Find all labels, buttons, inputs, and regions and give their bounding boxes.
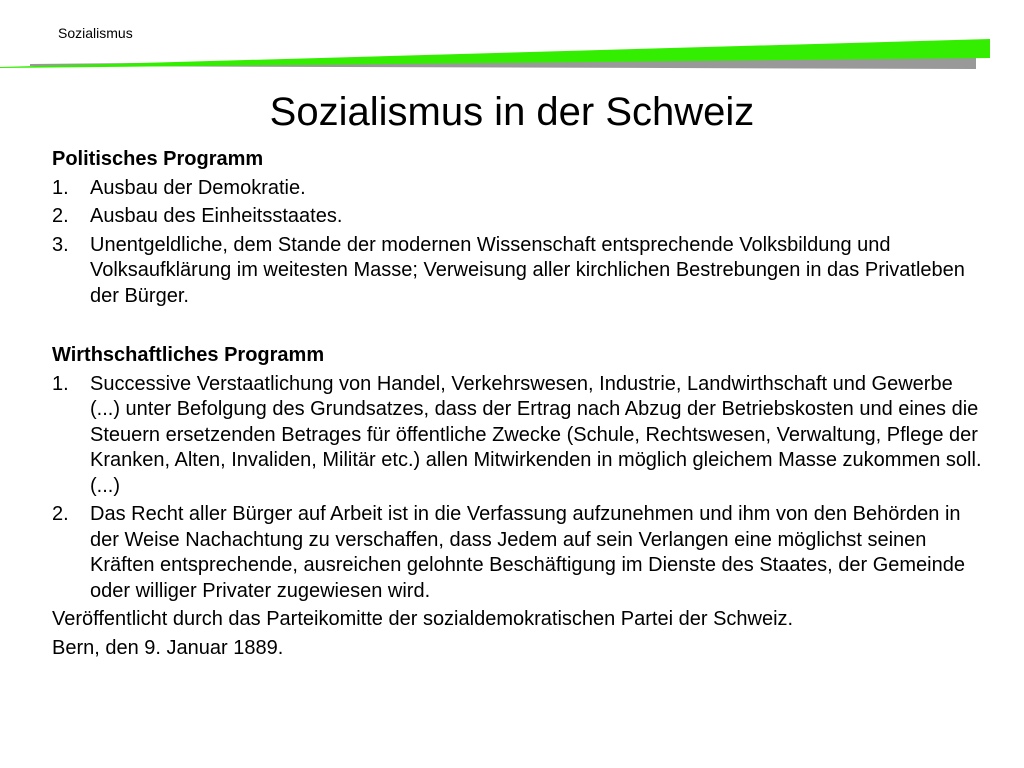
item-number: 1. [52,372,69,395]
item-number: 1. [52,176,69,199]
header-label: Sozialismus [58,25,133,41]
item-number: 3. [52,233,69,256]
political-item [52,233,982,310]
section-spacer [52,312,982,343]
political-program-heading: Politisches Programm [52,148,264,170]
item-text: Unentgeldliche, dem Stande der modernen Wissenschaft entsprechende Volksbildung und Volksaufklärung im weitesten Masse; Verweisung aller kirchlichen Bestrebungen in das Privatleben der Bürger. [90,233,965,307]
item-text: Successive Verstaatlichung von Handel, Verkehrswesen, Industrie, Landwirthschaft und Gewerbe (...) unter Befolgung des Grundsatzes, dass der Ertrag nach Abzug der Betriebskosten und eines die Steuern ersetzenden Betrages für öffentliche Zwecke (Schule, Rechtswesen, Verwaltung, Pflege der Kranken, Alten, Invaliden, Militär etc.) allen Mitwirkenden in möglich gleichem Masse zukommen soll. (...) [90,372,982,497]
political-item [52,176,982,202]
slide-title: Sozialismus in der Schweiz [269,90,755,134]
item-text: Das Recht aller Bürger auf Arbeit ist in die Verfassung aufzunehmen und ihm von den Behörden in der Weise Nachachtung zu verschaffen, dass Jedem auf sein Verlangen eine möglichst seinen Kräften entsprechende, ausreichen gelohnte Beschäftigung im Dienste des Staates, der Gemeinde oder williger Privater zugewiesen wird. [90,503,965,602]
item-number: 2. [52,205,69,227]
place-date: Bern, den 9. Januar 1889. [52,636,284,659]
header-swoosh-bar [0,36,1024,72]
economic-program-heading: Wirthschaftliches Programm [52,344,325,366]
item-number: 2. [52,503,69,525]
economic-item [52,502,982,604]
economic-item [52,372,982,500]
publisher-note: Veröffentlicht durch das Parteikomitte der sozialdemokratischen Partei der Schweiz. [52,608,794,630]
item-text: Ausbau der Demokratie. [90,176,306,199]
political-item [52,204,982,230]
slide-body [52,147,982,664]
item-text: Ausbau des Einheitsstaates. [90,205,343,227]
